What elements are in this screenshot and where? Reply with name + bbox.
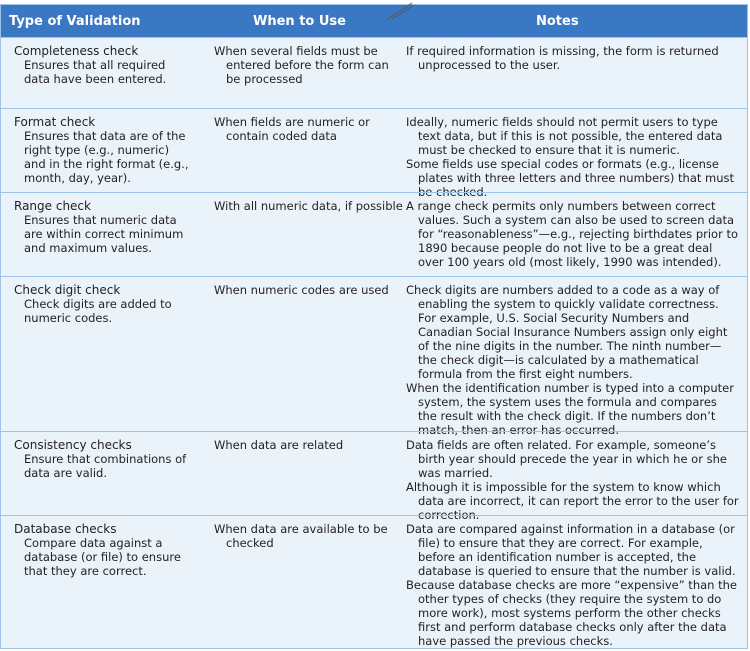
validation-type-cell xyxy=(14,438,194,480)
validation-title: Format check xyxy=(14,115,96,129)
notes-cell xyxy=(406,522,739,648)
note-paragraph: When the identification number is typed into a computer system, the system uses the formula and compares the result with the check digit. If the numbers don’t match, then an error has occurred. xyxy=(406,381,734,437)
validation-type-cell xyxy=(14,115,194,185)
validation-title: Consistency checks xyxy=(14,438,132,452)
table-row xyxy=(1,431,747,522)
notes-cell xyxy=(406,115,739,199)
when-to-use-cell: When data are available to be checked xyxy=(214,522,388,550)
notes-cell xyxy=(406,44,739,72)
validation-title: Database checks xyxy=(14,522,117,536)
validation-type-cell xyxy=(14,522,194,578)
validation-description: Compare data against a database (or file) to ensure that they are correct. xyxy=(24,536,181,578)
validation-type-cell xyxy=(14,283,194,325)
validation-title: Check digit check xyxy=(14,283,121,297)
table-header xyxy=(1,5,747,37)
table-row xyxy=(1,108,747,199)
validation-description: Ensures that numeric data are within correct minimum and maximum values. xyxy=(24,213,184,255)
notes-cell xyxy=(406,199,739,269)
validation-description: Ensures that all required data have been entered. xyxy=(24,58,167,86)
pencil-icon xyxy=(386,1,416,21)
when-to-use-cell: When data are related xyxy=(214,438,344,452)
validation-table xyxy=(0,4,748,649)
validation-title: Range check xyxy=(14,199,91,213)
when-to-use-cell: When fields are numeric or contain coded data xyxy=(214,115,370,143)
note-paragraph: Ideally, numeric fields should not permit users to type text data, but if this is not possible, the entered data must be checked to ensure that it is numeric. xyxy=(406,115,723,157)
notes-cell xyxy=(406,283,739,437)
note-paragraph: Some fields use special codes or formats (e.g., license plates with three letters and three numbers) that must be checked. xyxy=(406,157,735,199)
header-when-to-use: When to Use xyxy=(253,14,346,29)
note-paragraph: Data are compared against information in a database (or file) to ensure that they are correct. For example, before an identification number is accepted, the database is queried to ensure that the number is valid. xyxy=(406,522,736,578)
validation-description: Ensure that combinations of data are valid. xyxy=(24,452,187,480)
validation-type-cell xyxy=(14,199,194,255)
note-paragraph: Although it is impossible for the system to know which data are incorrect, it can report the error to the user for correction. xyxy=(406,480,739,522)
table-row xyxy=(1,515,747,648)
validation-type-cell xyxy=(14,44,194,86)
table-row xyxy=(1,276,747,437)
validation-description: Check digits are added to numeric codes. xyxy=(24,297,172,325)
note-paragraph: Data fields are often related. For example, someone’s birth year should precede the year in which he or she was married. xyxy=(406,438,727,480)
when-to-use-cell: When numeric codes are used xyxy=(214,283,389,297)
note-paragraph: Because database checks are more “expensive” than the other types of checks (they require the system to do more work), most systems perform the other checks first and perform database checks only after the data have passed the previous checks. xyxy=(406,578,737,648)
note-paragraph: Check digits are numbers added to a code as a way of enabling the system to quickly validate correctness. For example, U.S. Social Security Numbers and Canadian Social Insurance Numbers assign only eight of the nine digits in the number. The ninth number—the check digit—is calculated by a mathematical formula from the first eight numbers. xyxy=(406,283,728,381)
note-paragraph: If required information is missing, the form is returned unprocessed to the user. xyxy=(406,44,719,72)
note-paragraph: A range check permits only numbers between correct values. Such a system can also be used to screen data for “reasonableness”—e.g., rejecting birthdates prior to 1890 because people do not live to be a great deal over 100 years old (most likely, 1990 was intended). xyxy=(406,199,739,269)
table-row xyxy=(1,37,747,108)
table-row xyxy=(1,192,747,276)
validation-title: Completeness check xyxy=(14,44,139,58)
validation-description: Ensures that data are of the right type (e.g., numeric) and in the right format (e.g., month, day, year). xyxy=(24,129,189,185)
notes-cell xyxy=(406,438,739,522)
header-type-of-validation: Type of Validation xyxy=(9,14,141,29)
header-notes: Notes xyxy=(536,14,579,29)
when-to-use-cell: With all numeric data, if possible xyxy=(214,199,403,213)
when-to-use-cell: When several fields must be entered before the form can be processed xyxy=(214,44,389,86)
